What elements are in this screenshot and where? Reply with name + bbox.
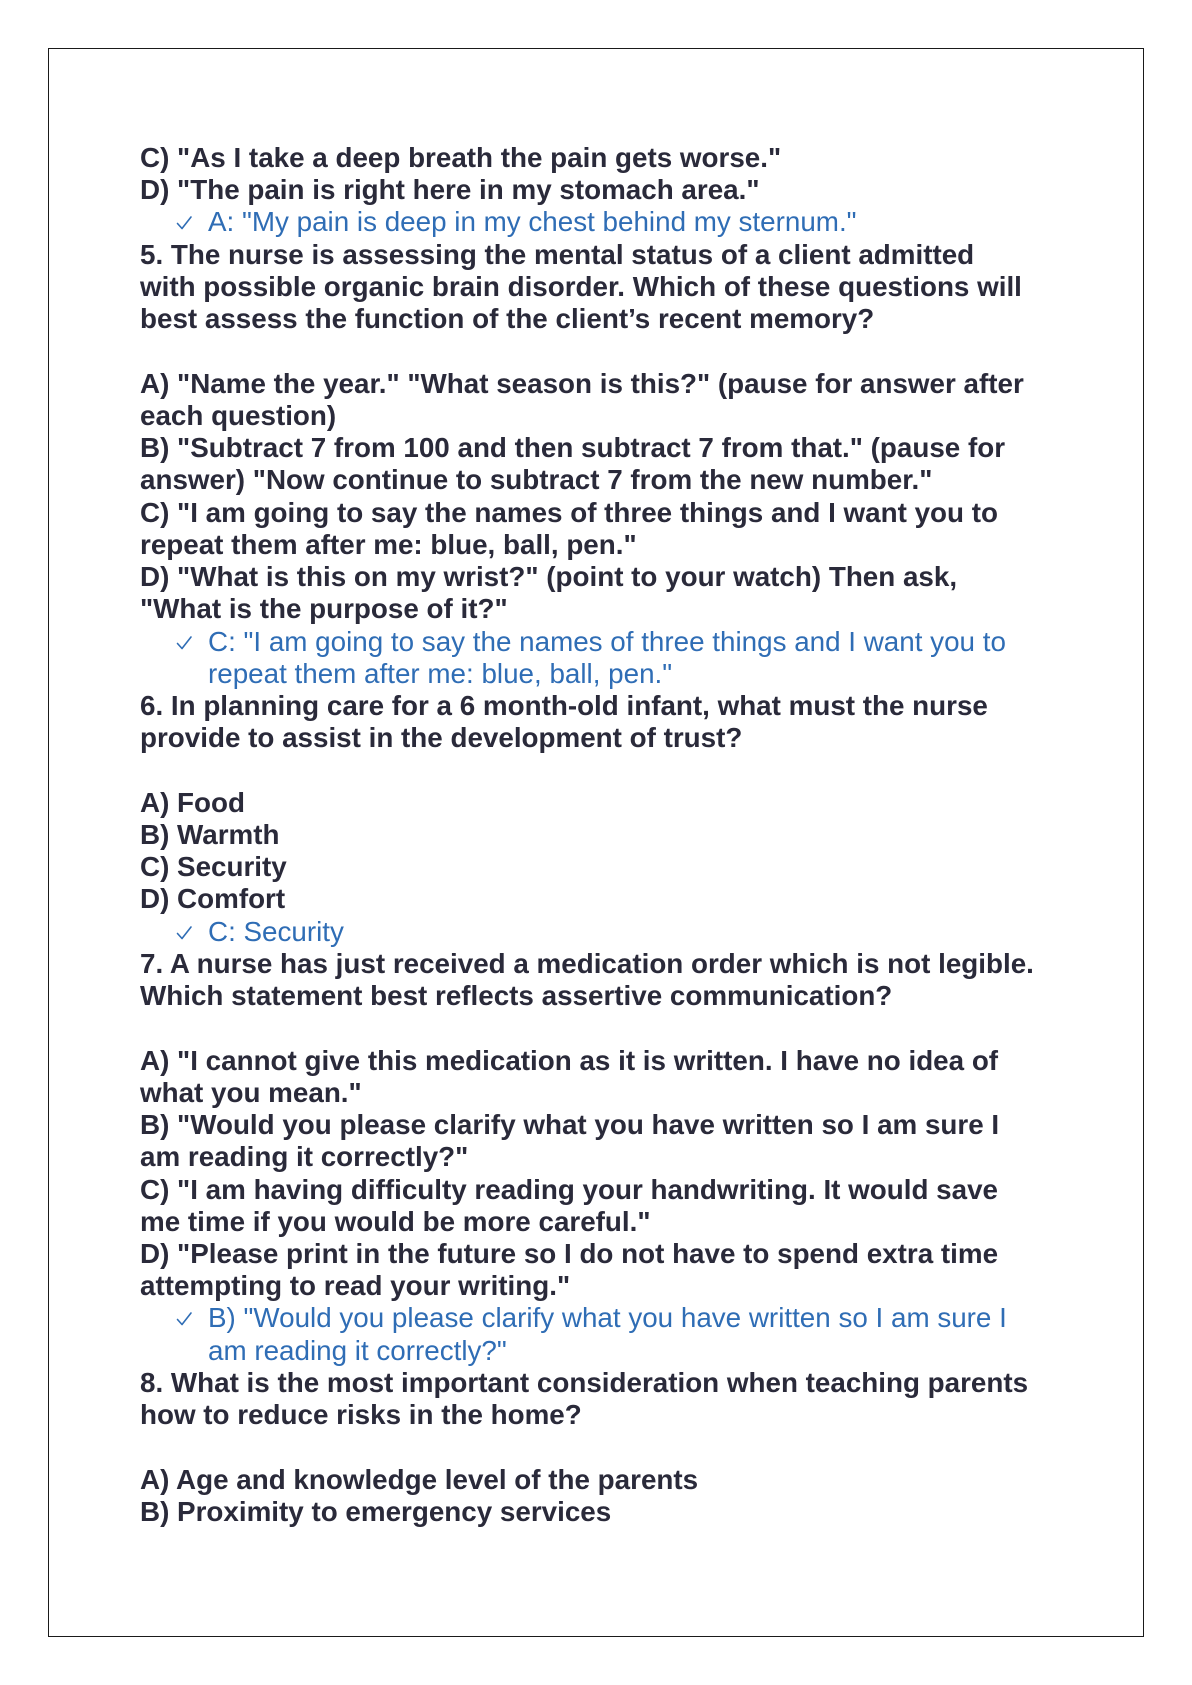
answer-line: C: "I am going to say the names of three things and I want you to [208,625,1006,657]
option-d [140,883,1140,915]
question-5 [140,239,1140,690]
answer-line: am reading it correctly?" [208,1334,507,1366]
stem-line: provide to assist in the development of trust? [140,722,743,754]
option-b [140,432,1140,496]
question-stem [140,690,1140,754]
check-icon [175,634,193,652]
option-c [140,497,1140,561]
option-line: A) Age and knowledge level of the parents [140,1463,699,1495]
question-stem [140,1367,1140,1431]
option-b [140,1109,1140,1173]
option-d [140,561,1140,625]
option-a [140,787,1140,819]
stem-line: best assess the function of the client’s recent memory? [140,303,875,335]
stem-line: 7. A nurse has just received a medication order which is not legible. [140,947,1034,979]
option-line: each question) [140,399,337,431]
option-c [140,1174,1140,1238]
question-8 [140,1367,1140,1528]
check-icon [175,924,193,942]
option-b [140,819,1140,851]
answer-line: C: Security [208,915,344,947]
option-line: C) "As I take a deep breath the pain gets worse." [140,142,782,173]
option-line: repeat them after me: blue, ball, pen." [140,528,637,560]
option-line: C) Security [140,851,287,883]
option-line: A) Food [140,786,245,818]
option-line: A) "I cannot give this medication as it is written. I have no idea of [140,1044,999,1076]
option-a [140,368,1140,432]
option-line: am reading it correctly?" [140,1141,469,1173]
option-line: D) "The pain is right here in my stomach area." [140,174,760,206]
option-line: me time if you would be more careful." [140,1205,651,1237]
option-line: attempting to read your writing." [140,1270,571,1302]
option-line: B) Proximity to emergency services [140,1495,612,1527]
stem-line: Which statement best reflects assertive communication? [140,980,893,1012]
stem-line: how to reduce risks in the home? [140,1399,582,1431]
stem-line: 8. What is the most important consideration when teaching parents [140,1366,1029,1398]
option-line: C) "I am having difficulty reading your handwriting. It would save [140,1173,998,1205]
check-icon [175,214,193,232]
correct-answer [140,626,1140,690]
option-line: B) "Would you please clarify what you have written so I am sure I [140,1109,1000,1141]
option-line: what you mean." [140,1076,362,1108]
check-icon [175,1310,193,1328]
option-a [140,1464,1140,1496]
option-line: D) "Please print in the future so I do not have to spend extra time [140,1237,999,1269]
stem-line: with possible organic brain disorder. Which of these questions will [140,270,1022,302]
answer-line: B) "Would you please clarify what you have written so I am sure I [208,1302,1007,1334]
option-c [140,851,1140,883]
correct-answer [140,1302,1140,1366]
document-content [140,142,1140,1528]
correct-answer [140,916,1140,948]
option-c [140,142,1140,174]
question-7 [140,948,1140,1367]
stem-line: 5. The nurse is assessing the mental status of a client admitted [140,238,975,270]
option-line: "What is the purpose of it?" [140,593,508,625]
stem-line: 6. In planning care for a 6 month-old infant, what must the nurse [140,689,988,721]
question-stem [140,948,1140,1012]
option-line: answer) "Now continue to subtract 7 from the new number." [140,464,933,496]
correct-answer [140,206,1140,238]
option-line: C) "I am going to say the names of three things and I want you to [140,496,998,528]
option-d [140,174,1140,206]
option-b [140,1496,1140,1528]
question-stem [140,239,1140,336]
option-line: D) "What is this on my wrist?" (point to your watch) Then ask, [140,561,958,593]
option-d [140,1238,1140,1302]
answer-line: repeat them after me: blue, ball, pen." [208,657,673,689]
option-line: D) Comfort [140,883,286,915]
option-a [140,1045,1140,1109]
answer-line: A: "My pain is deep in my chest behind my sternum." [208,206,857,238]
question-6 [140,690,1140,948]
option-line: B) "Subtract 7 from 100 and then subtract 7 from that." (pause for [140,432,1006,464]
option-line: A) "Name the year." "What season is this?" (pause for answer after [140,367,1024,399]
option-line: B) Warmth [140,818,280,850]
